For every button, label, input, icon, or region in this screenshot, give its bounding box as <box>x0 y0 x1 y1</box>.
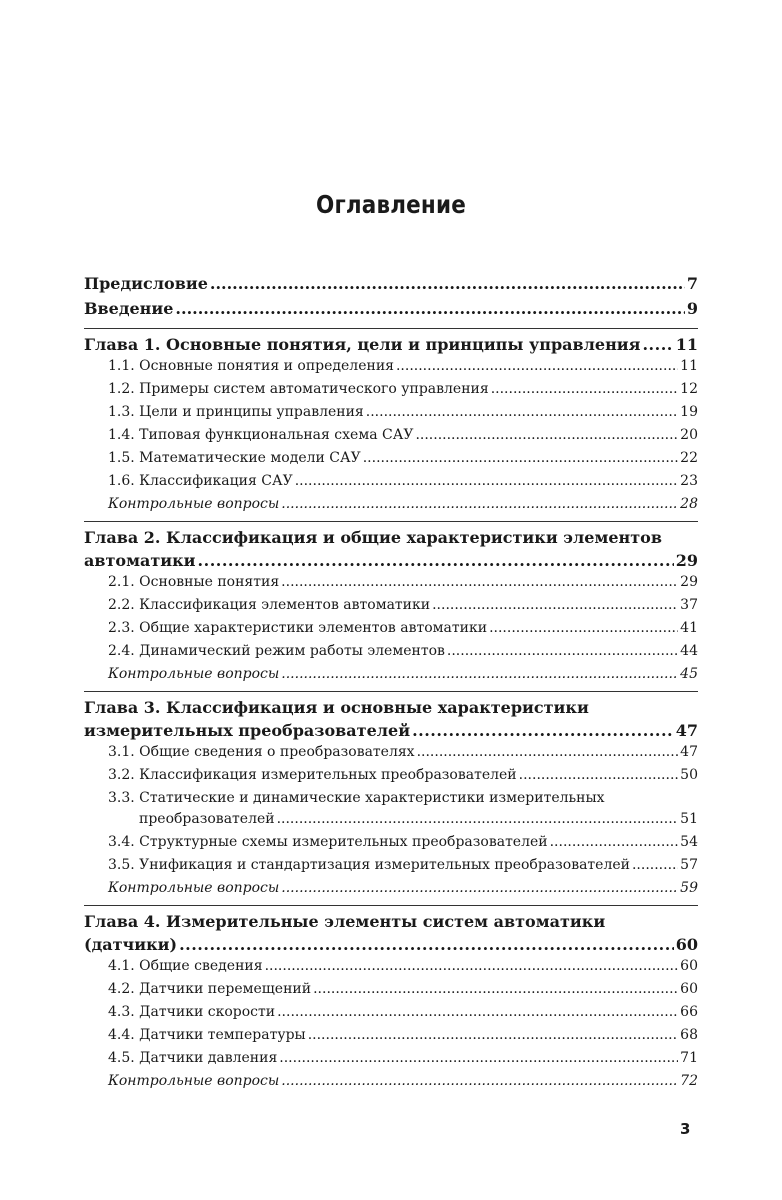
toc-section <box>84 404 698 427</box>
divider <box>84 521 698 522</box>
section-page: 57 <box>680 857 698 873</box>
dot-leader <box>489 620 678 636</box>
section-label-line1: 3.3. Статические и динамические характеристики измерительных <box>108 790 605 806</box>
toc-entry-label: Предисловие <box>84 274 208 293</box>
section-label: 4.3. Датчики скорости <box>108 1004 276 1020</box>
dot-leader <box>396 358 678 374</box>
section-page: 22 <box>680 450 698 466</box>
dot-leader <box>550 834 679 850</box>
toc-entry-introduction <box>84 299 698 324</box>
dot-leader <box>281 574 678 590</box>
dot-leader <box>447 643 678 659</box>
section-label: 2.1. Основные понятия <box>108 574 280 590</box>
section-page: 68 <box>680 1027 698 1043</box>
toc-control-questions <box>84 666 698 687</box>
section-label: 4.4. Датчики температуры <box>108 1027 306 1043</box>
toc-section <box>84 834 698 857</box>
section-label: 4.1. Общие сведения <box>108 958 263 974</box>
section-page: 50 <box>680 767 698 783</box>
dot-leader <box>281 496 678 512</box>
toc-section <box>84 981 698 1004</box>
chapter-heading <box>84 721 698 744</box>
dot-leader <box>417 744 679 760</box>
toc-section <box>84 358 698 381</box>
toc-control-questions <box>84 496 698 517</box>
chapter-page: 29 <box>675 551 698 570</box>
toc-section <box>84 620 698 643</box>
section-page: 12 <box>680 381 698 397</box>
section-label: 1.6. Классификация САУ <box>108 473 293 489</box>
section-page: 19 <box>680 404 698 420</box>
section-label: 2.3. Общие характеристики элементов автоматики <box>108 620 488 636</box>
dot-leader <box>313 981 678 997</box>
section-page: 20 <box>680 427 698 443</box>
toc-entry-page: 7 <box>686 274 698 293</box>
control-page: 59 <box>680 880 698 896</box>
toc-section <box>84 574 698 597</box>
section-page: 23 <box>680 473 698 489</box>
control-label: Контрольные вопросы <box>108 666 280 682</box>
chapter-title-line1: Глава 4. Измерительные элементы систем автоматики <box>84 912 606 931</box>
toc-control-questions <box>84 880 698 901</box>
toc-section <box>84 381 698 404</box>
dot-leader <box>279 1050 678 1066</box>
toc-entry-preface <box>84 274 698 299</box>
section-label: 3.5. Унификация и стандартизация измерительных преобразователей <box>108 857 630 873</box>
section-label: 1.3. Цели и принципы управления <box>108 404 364 420</box>
dot-leader <box>415 427 678 443</box>
section-label: 3.4. Структурные схемы измерительных преобразователей <box>108 834 548 850</box>
divider <box>84 328 698 329</box>
chapter-title: (датчики) <box>84 935 178 954</box>
section-label: 1.2. Примеры систем автоматического управления <box>108 381 489 397</box>
section-page: 37 <box>680 597 698 613</box>
chapter-title-line1: Глава 2. Классификация и общие характеристики элементов <box>84 528 662 547</box>
toc-section <box>84 1027 698 1050</box>
toc-section <box>84 1004 698 1027</box>
toc-section <box>84 427 698 450</box>
chapter-heading <box>84 935 698 958</box>
dot-leader <box>308 1027 678 1043</box>
chapter-heading <box>84 551 698 574</box>
chapter-block-1 <box>84 335 698 522</box>
section-page: 11 <box>680 358 698 374</box>
dot-leader <box>175 299 684 318</box>
toc-control-questions <box>84 1073 698 1094</box>
toc-section <box>84 450 698 473</box>
control-label: Контрольные вопросы <box>108 880 280 896</box>
dot-leader <box>281 666 678 682</box>
chapter-heading <box>84 335 698 358</box>
section-label: 1.1. Основные понятия и определения <box>108 358 394 374</box>
toc-section <box>84 1050 698 1073</box>
section-label: 2.4. Динамический режим работы элементов <box>108 643 445 659</box>
section-page: 44 <box>680 643 698 659</box>
control-label: Контрольные вопросы <box>108 496 280 512</box>
chapter-page: 47 <box>675 721 698 740</box>
dot-leader <box>277 811 679 827</box>
section-page: 29 <box>680 574 698 590</box>
chapter-title-line1: Глава 3. Классификация и основные характеристики <box>84 698 589 717</box>
dot-leader <box>366 404 678 420</box>
toc-section <box>84 767 698 790</box>
section-page: 60 <box>680 981 698 997</box>
control-page: 28 <box>680 496 698 512</box>
toc-section <box>84 643 698 666</box>
dot-leader <box>198 551 674 570</box>
section-line2 <box>108 811 698 834</box>
section-label: 3.1. Общие сведения о преобразователях <box>108 744 415 760</box>
dot-leader <box>412 721 674 740</box>
dot-leader <box>642 335 673 354</box>
dot-leader <box>277 1004 678 1020</box>
section-label: 1.5. Математические модели САУ <box>108 450 361 466</box>
control-page: 45 <box>680 666 698 682</box>
dot-leader <box>363 450 678 466</box>
dot-leader <box>519 767 679 783</box>
chapter-title: Глава 1. Основные понятия, цели и принципы управления <box>84 335 641 354</box>
section-page: 51 <box>680 811 698 827</box>
control-label: Контрольные вопросы <box>108 1073 280 1089</box>
chapter-title: автоматики <box>84 551 196 570</box>
dot-leader <box>281 880 678 896</box>
chapter-title: измерительных преобразователей <box>84 721 411 740</box>
section-page: 47 <box>680 744 698 760</box>
table-of-contents <box>84 274 698 1094</box>
control-page: 72 <box>680 1073 698 1089</box>
chapter-block-2 <box>84 528 698 692</box>
toc-section <box>84 958 698 981</box>
dot-leader <box>491 381 678 397</box>
divider <box>84 905 698 906</box>
dot-leader <box>210 274 685 293</box>
section-label: 4.5. Датчики давления <box>108 1050 278 1066</box>
toc-section <box>84 857 698 880</box>
chapter-block-4 <box>84 912 698 1094</box>
toc-entry-page: 9 <box>686 299 698 318</box>
dot-leader <box>295 473 678 489</box>
toc-section <box>84 597 698 620</box>
dot-leader <box>265 958 679 974</box>
chapter-page: 11 <box>675 335 698 354</box>
page-title: Оглавление <box>316 190 466 219</box>
dot-leader <box>632 857 678 873</box>
section-page: 66 <box>680 1004 698 1020</box>
toc-entry-label: Введение <box>84 299 174 318</box>
divider <box>84 691 698 692</box>
section-label: 2.2. Классификация элементов автоматики <box>108 597 431 613</box>
section-page: 71 <box>680 1050 698 1066</box>
section-page: 41 <box>680 620 698 636</box>
section-label: 3.2. Классификация измерительных преобразователей <box>108 767 517 783</box>
toc-section <box>84 744 698 767</box>
chapter-page: 60 <box>675 935 698 954</box>
page-number: 3 <box>680 1120 691 1138</box>
section-label: преобразователей <box>139 811 275 827</box>
toc-section <box>84 473 698 496</box>
section-page: 60 <box>680 958 698 974</box>
section-label: 4.2. Датчики перемещений <box>108 981 312 997</box>
section-page: 54 <box>680 834 698 850</box>
toc-section-multiline <box>84 790 698 834</box>
section-label: 1.4. Типовая функциональная схема САУ <box>108 427 414 443</box>
chapter-block-3 <box>84 698 698 906</box>
dot-leader <box>281 1073 678 1089</box>
dot-leader <box>179 935 674 954</box>
dot-leader <box>432 597 678 613</box>
